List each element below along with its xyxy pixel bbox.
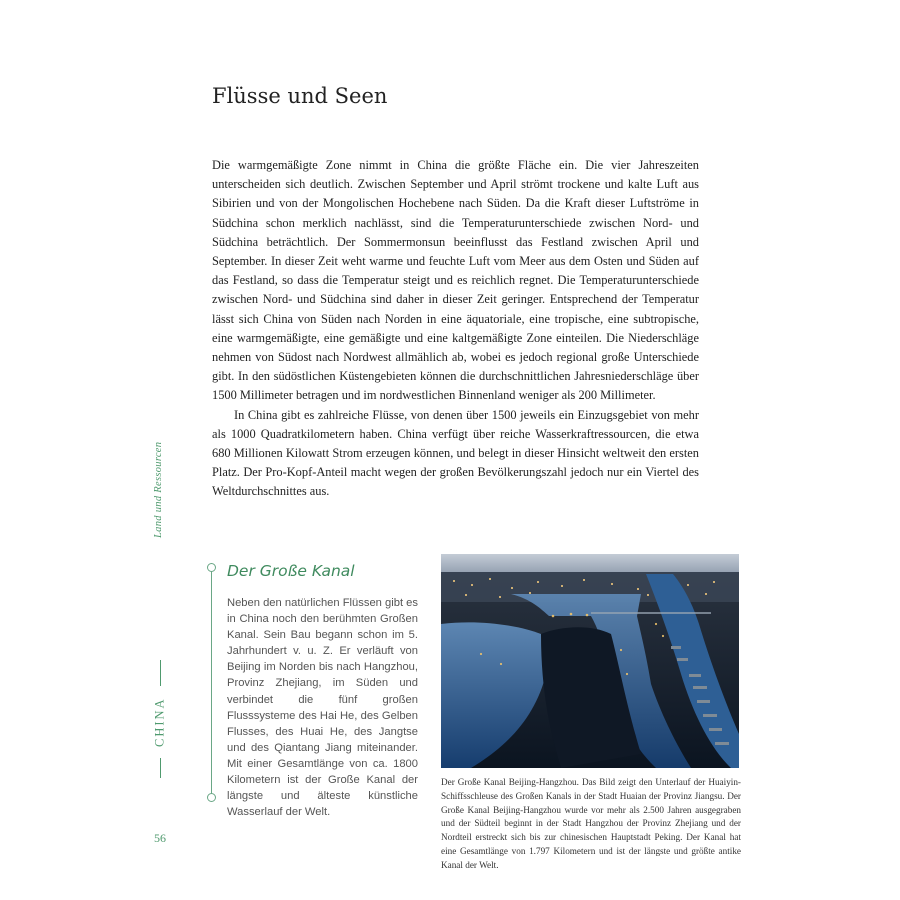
box-top-dot <box>207 563 216 572</box>
body-paragraph-1: Die warmgemäßigte Zone nimmt in China die größte Fläche ein. Die vier Jahreszeiten unterscheiden sich deutlich. Zwischen September und April strömt trockene und kalte Luft aus Sibirien und von der Mongolischen Hochebene nach Süden. Da die Kraft dieser Luftströme in Südchina schon merklich nachlässt, sind die Temperaturunterschiede zwischen Nord- und Südchina beträchtlich. Der Sommermonsun beeinflusst das Festland zwischen April und September. In dieser Zeit weht warme und feuchte Luft vom Meer aus dem Osten und Süden auf das Festland, so dass die Temperatur steigt und es reichlich regnet. Die Temperaturunterschiede zwischen Nord- und Südchina sind daher in dieser Zeit geringer. Entsprechend der Temperatur lässt sich China von Süden nach Norden in eine äquatoriale, eine tropische, eine subtropische, eine warmgemäßigte, eine gemäßigte und eine kaltgemäßigte Zone einteilen. Die Niederschläge nehmen von Südost nach Nordwest allmählich ab, wobei es jedoch regional große Unterschiede gibt. In den südöstlichen Küstengebieten können die durchschnittlichen Jahresniederschläge über 1500 Millimeter betragen und im nordwestlichen Binnenland weniger als 200 Millimeter. <box>212 158 699 403</box>
canal-photo <box>441 554 739 768</box>
page-number: 56 <box>154 831 166 845</box>
photo-caption: Der Große Kanal Beijing-Hangzhou. Das Bild zeigt den Unterlauf der Huaiyin-Schiffsschleuse des Großen Kanals in der Stadt Huaian der Provinz Jiangsu. Der Große Kanal Beijing-Hangzhou wurde vor mehr als 2.500 Jahren ausgegraben und der Südteil beginnt in der Stadt Hangzhou der Provinz Zhejiang und der Nordteil erstreckt sich bis zur chinesischen Hauptstadt Peking. Der Kanal hat eine Gesamtlänge von 1.797 Kilometern und ist der längste und größte antike Kanal der Welt. <box>441 777 741 870</box>
canal-photo-illustration <box>441 554 739 768</box>
body-text <box>212 156 699 502</box>
box-bottom-dot <box>207 793 216 802</box>
section-label-china: CHINA <box>152 697 167 747</box>
body-paragraph-2: In China gibt es zahlreiche Flüsse, von denen über 1500 jeweils ein Einzugsgebiet von mehr als 1000 Quadratkilometern haben. China verfügt über reiche Wasserkraftressourcen, die etwa 680 Millionen Kilowatt Strom erzeugen können, und belegt in dieser Hinsicht weltweit den ersten Platz. Der Pro-Kopf-Anteil macht wegen der großen Bevölkerungszahl jedoch nur ein Viertel des Weltdurchschnittes aus. <box>212 407 699 499</box>
box-vertical-rule <box>211 570 212 796</box>
side-section-caption: Land und Ressourcen <box>153 441 164 538</box>
box-heading: Der Große Kanal <box>227 562 355 580</box>
box-text: Neben den natürlichen Flüssen gibt es in China noch den berühmten Großen Kanal. Sein Bau begann schon im 5. Jahrhundert v. u. Z. Er verläuft von Beijing im Norden bis nach Hangzhou, Provinz Zhejiang, im Süden und verbindet die fünf großen Flusssysteme des Hai He, des Gelben Flusses, des Huai He, des Jangtse und des Qiantang Jiang miteinander. Mit einer Gesamtlänge von ca. 1800 Kilometern ist der Große Kanal der längste und älteste künstliche Wasserlauf der Welt. <box>227 597 418 819</box>
page-title: Flüsse und Seen <box>212 84 388 108</box>
section-divider-bottom <box>160 758 161 778</box>
